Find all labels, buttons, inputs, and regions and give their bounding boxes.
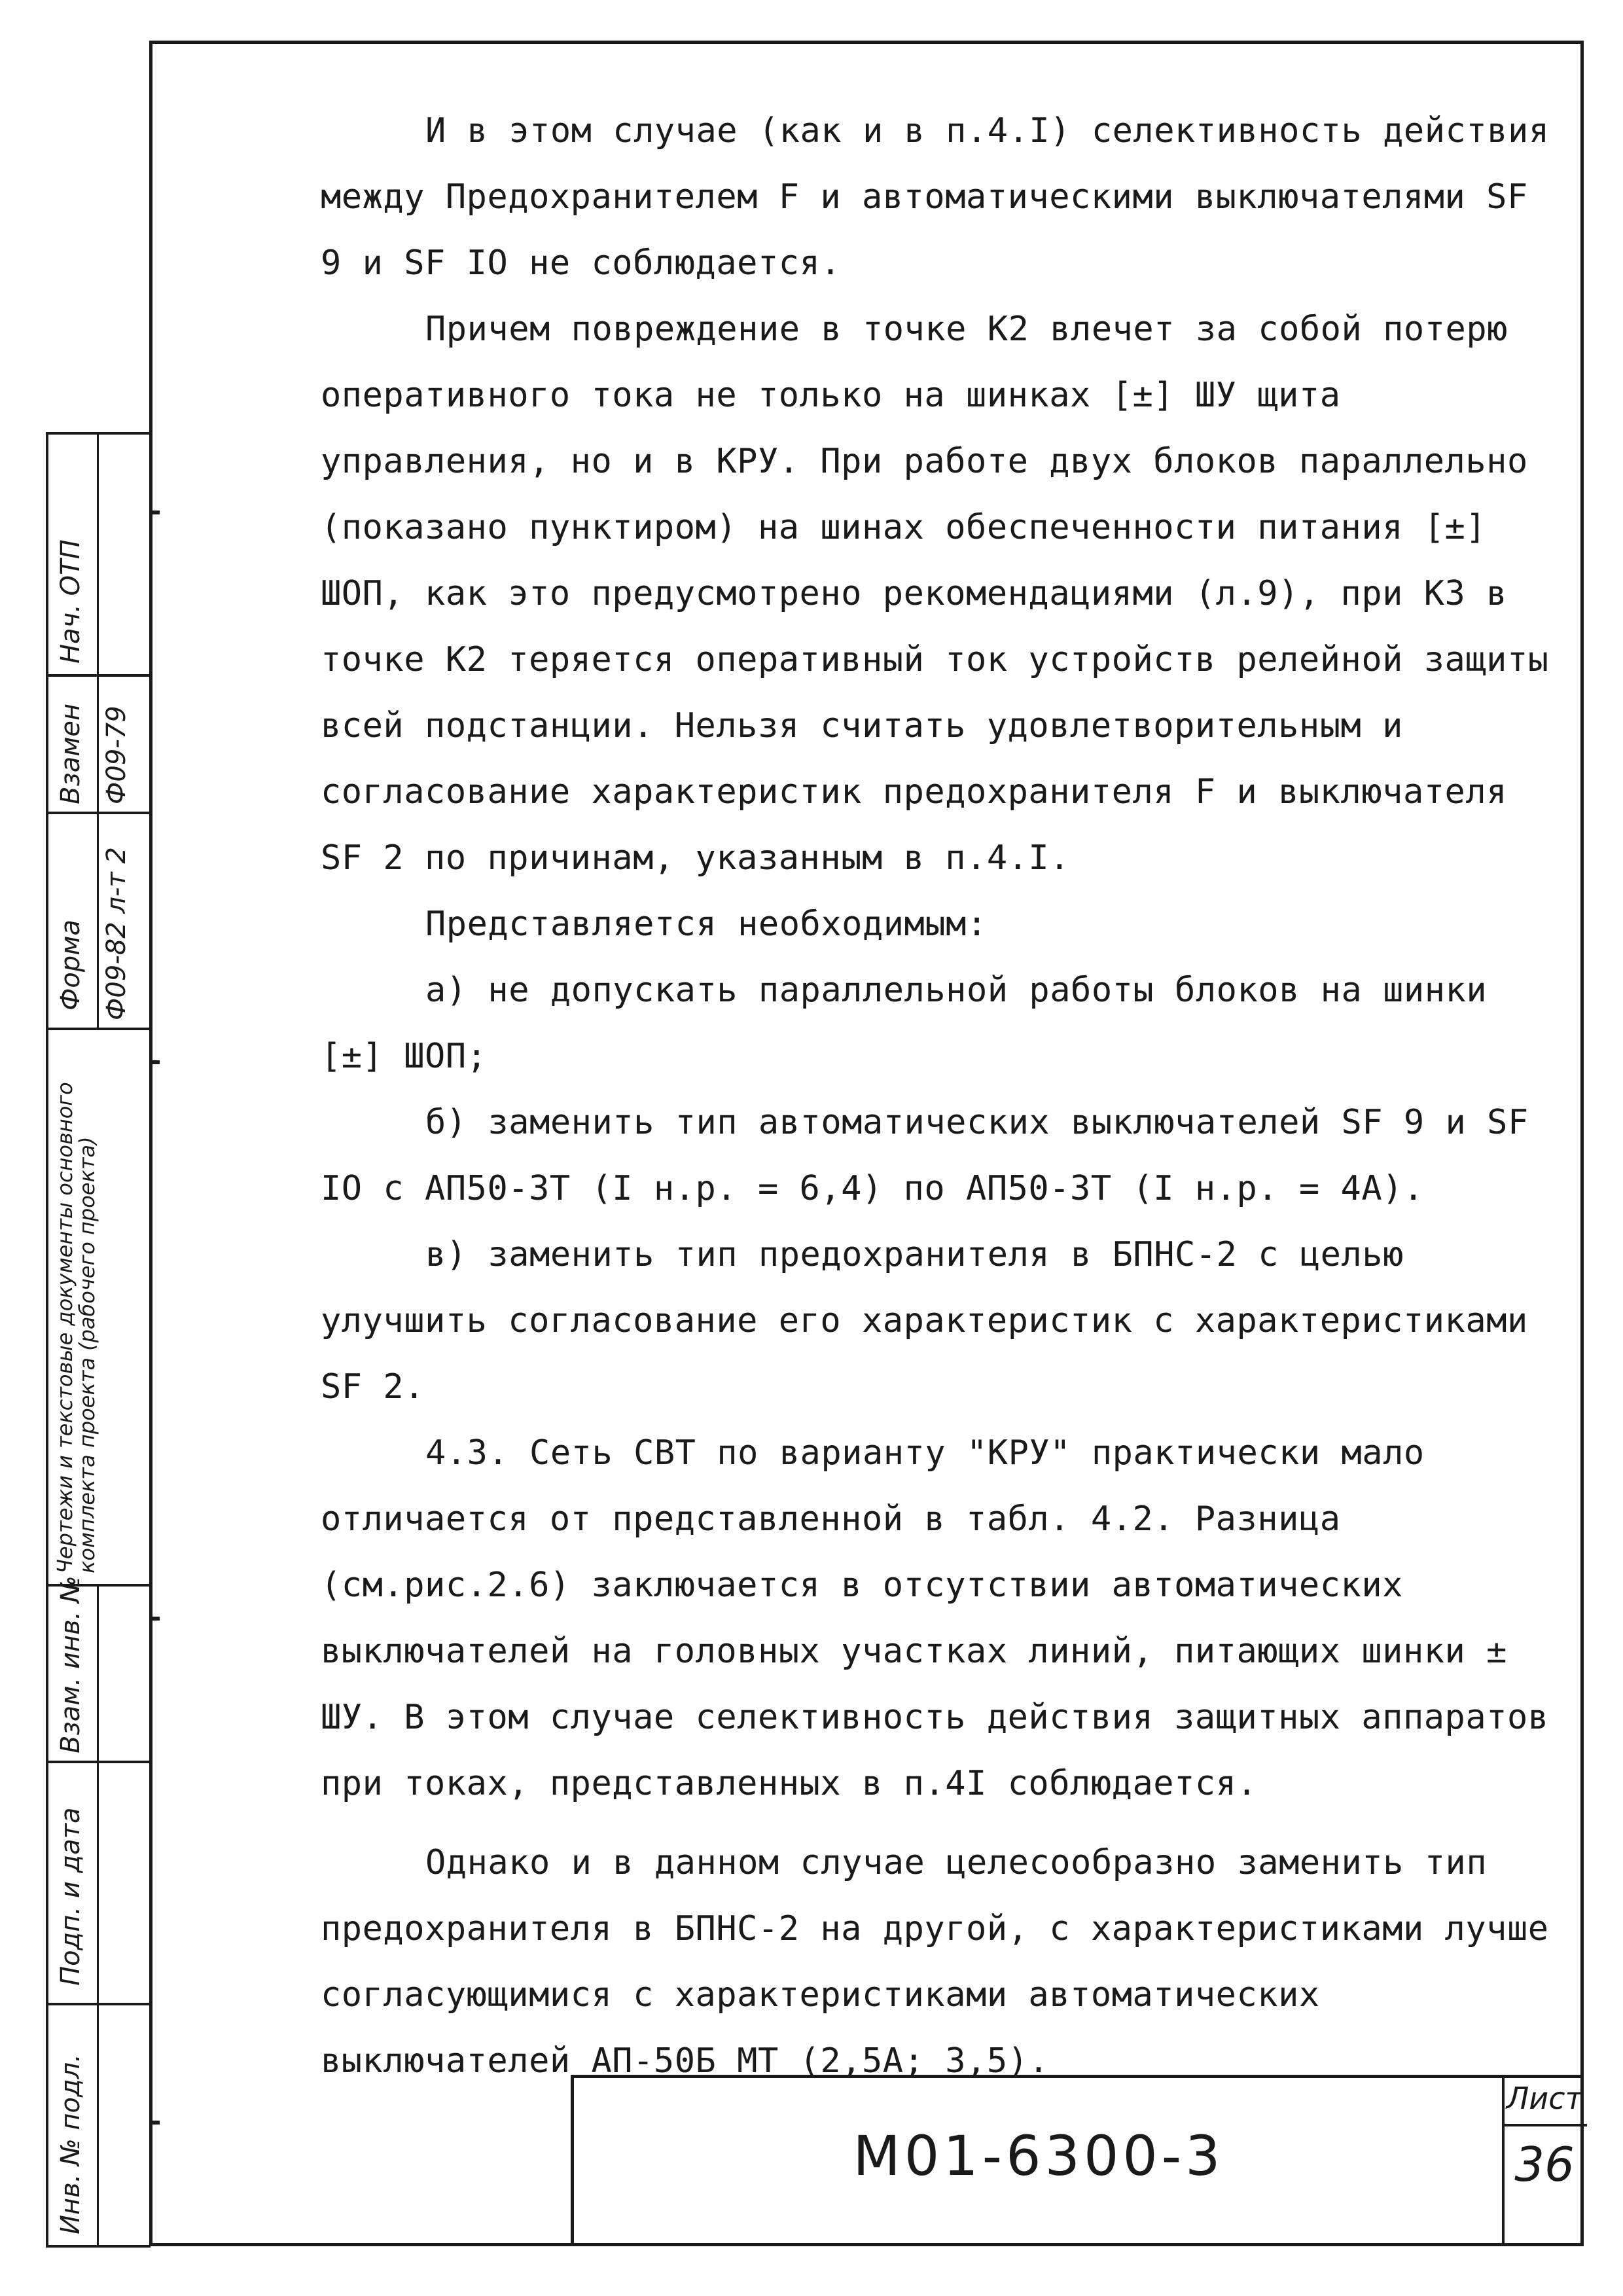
sidebar-label: Форма (56, 920, 86, 1011)
sidebar-label: Чертежи и текстовые документы основного комплекта проекта (рабочего проекта) (52, 1082, 99, 1573)
title-block (571, 2075, 1584, 2246)
sidebar-row-form (48, 814, 151, 1030)
sidebar-label: Инв. № подл. (56, 2054, 86, 2234)
document-body (321, 98, 1564, 2094)
approval-sidebar (46, 432, 151, 2248)
paragraph: а) не допускать параллельной работы блоков на шинки [±] ШОП; (321, 971, 1488, 1076)
document-code: М01-6300-3 (853, 2124, 1224, 2188)
margin-tick (152, 1617, 160, 1621)
sidebar-label: Взамен (56, 703, 86, 804)
sidebar-label: Нач. ОТП (56, 539, 86, 664)
paragraph: Представляется необходимым: (425, 905, 988, 944)
margin-tick (152, 511, 160, 514)
sidebar-row-inv-original (48, 2005, 151, 2248)
margin-tick (152, 1060, 160, 1064)
paragraph: б) заменить тип автоматических выключателей SF 9 и SF IO с АП50-3Т (I н.р. = 6,4) по АП50-3Т (I н.р. = 4А). (321, 1103, 1529, 1208)
sidebar-row-inv-replace (48, 1575, 151, 1763)
paragraph: Причем повреждение в точке К2 влечет за собой потерю оперативного тока не только на шинках [±] ШУ щита управления, но и в КРУ. При работе двух блоков параллельно (показано пунктиром) на шинах обеспеченности питания [±] ШОП, как это предусмотрено рекомендациями (л.9), при КЗ в точке К2 теряется оперативный ток устройств релейной защиты всей подстанции. Нельзя считать удовлетворительным и согласование характеристик предохранителя F и выключателя SF 2 по причинам, указанным в п.4.I. (321, 310, 1549, 878)
sidebar-row-head (48, 435, 151, 677)
paragraph: в) заменить тип предохранителя в БПНС-2 с целью улучшить согласование его характеристик с характеристиками SF 2. (321, 1235, 1528, 1407)
sidebar-row-drawings (48, 1030, 151, 1587)
sidebar-value: Ф09-82 л-т 2 (101, 847, 132, 1020)
sidebar-label: Взам. инв. № (56, 1575, 86, 1753)
paragraph: И в этом случае (как и в п.4.I) селективность действия между Предохранителем F и автоматическими выключателями SF 9 и SF IO не соблюдается. (321, 111, 1550, 283)
sidebar-value: Ф09-79 (101, 706, 132, 804)
sidebar-row-replace (48, 677, 151, 814)
sidebar-row-signature-date (48, 1763, 151, 2005)
paragraph: Однако и в данном случае целесообразно заменить тип предохранителя в БПНС-2 на другой, с характеристиками лучше согласующимися с характеристиками автоматических выключателей АП-50Б МТ (2,5А; 3,5). (321, 1843, 1549, 2081)
margin-tick (152, 2121, 160, 2125)
paragraph: 4.3. Сеть СВТ по варианту "КРУ" практически мало отличается от представленной в табл. 4.2. Разница (см.рис.2.6) заключается в отсутствии автоматических выключателей на головных участках линий, питающих шинки ± ШУ. В этом случае селективность действия защитных аппаратов при токах, представленных в п.4I соблюдается. (321, 1433, 1549, 1803)
sheet-number: 36 (1514, 2137, 1575, 2192)
sidebar-label: Подп. и дата (56, 1807, 86, 1986)
sheet-label: Лист (1506, 2081, 1583, 2116)
